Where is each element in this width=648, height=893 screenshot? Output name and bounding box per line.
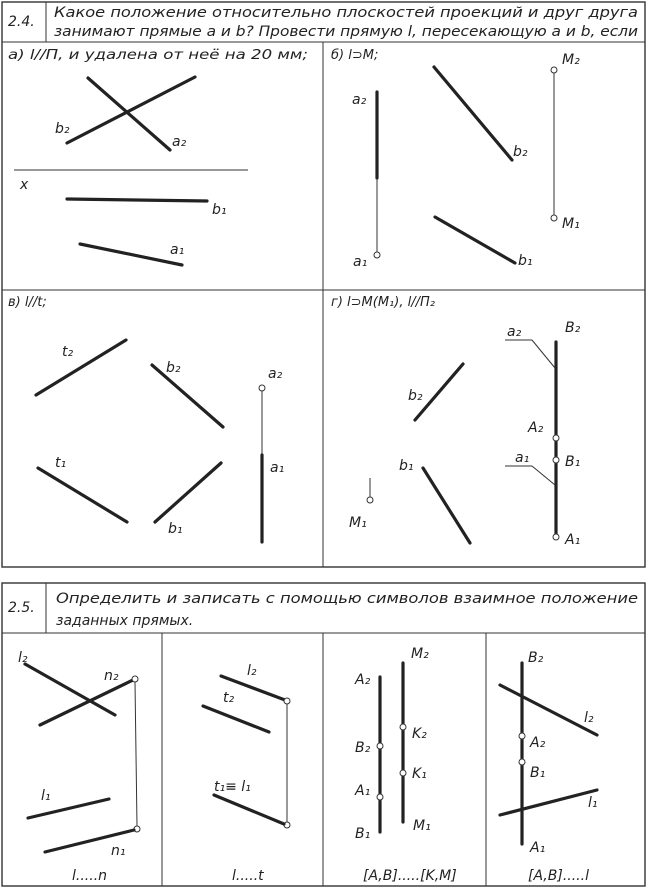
label-l1: l₁ xyxy=(588,795,598,811)
line-l1 xyxy=(500,790,597,815)
panel-b-caption: б) l⊃M; xyxy=(331,48,379,63)
label-b2: b₂ xyxy=(408,388,423,404)
point-K1 xyxy=(400,770,406,776)
label-A2: A₂ xyxy=(528,420,544,436)
label-B1: B₁ xyxy=(355,826,371,842)
line-t2 xyxy=(36,340,126,395)
label-M1: M₁ xyxy=(349,515,367,531)
line-a2 xyxy=(88,78,170,150)
label-l1: l₁ xyxy=(41,788,51,804)
label-a2: a₂ xyxy=(507,324,522,340)
label-A1: A₁ xyxy=(355,783,371,799)
point-A2 xyxy=(519,733,525,739)
label-M2: M₂ xyxy=(562,52,580,68)
leader-a2 xyxy=(532,340,555,368)
task-2-5-text-line2: заданных прямых. xyxy=(56,613,194,629)
task-2-4 xyxy=(2,2,645,567)
label-A2: A₂ xyxy=(530,735,546,751)
line-l2 xyxy=(25,664,115,715)
point-M1 xyxy=(551,215,557,221)
label-M2: M₂ xyxy=(411,646,429,662)
point-B1 xyxy=(553,457,559,463)
point-M2 xyxy=(551,67,557,73)
label-a2: a₂ xyxy=(172,134,187,150)
panel-a-caption: а) l//П, и удалена от неё на 20 мм; xyxy=(8,48,308,63)
label-a1: a₁ xyxy=(270,460,285,476)
answer-3: [A,B].....[K,M] xyxy=(363,868,457,884)
label-b2: b₂ xyxy=(55,121,70,137)
panel-g-caption: г) l⊃M(M₁), l//П₂ xyxy=(331,295,435,310)
line-n2 xyxy=(40,680,133,725)
line-b1 xyxy=(155,463,221,522)
task-2-4-text-line1: Какое положение относительно плоскостей проекций и друг друга xyxy=(54,5,638,21)
label-A1: A₁ xyxy=(565,532,581,548)
label-A2: A₂ xyxy=(355,672,371,688)
label-a2: a₂ xyxy=(352,92,367,108)
answer-2: l.....t xyxy=(232,868,264,884)
line-t2 xyxy=(203,706,269,732)
label-B2: B₂ xyxy=(528,650,544,666)
panel-25-4 xyxy=(500,650,598,884)
label-b2: b₂ xyxy=(513,144,528,160)
label-l2: l₂ xyxy=(247,663,257,679)
label-b2: b₂ xyxy=(166,360,181,376)
label-a1: a₁ xyxy=(170,242,185,258)
panel-v xyxy=(8,295,284,542)
line-t1 xyxy=(38,468,127,522)
panel-v-caption: в) l//t; xyxy=(8,295,47,310)
label-n1: n₁ xyxy=(111,843,126,859)
label-b1: b₁ xyxy=(399,458,414,474)
panel-a xyxy=(8,48,308,265)
label-t2: t₂ xyxy=(62,344,74,360)
label-a1: a₁ xyxy=(353,254,368,270)
point-M1 xyxy=(367,497,373,503)
leader-a1 xyxy=(532,466,555,485)
panel-g xyxy=(331,295,581,548)
point-K2 xyxy=(400,724,406,730)
label-a2: a₂ xyxy=(268,366,283,382)
label-M1: M₁ xyxy=(562,216,580,232)
line-l2 xyxy=(500,685,597,735)
point-a1 xyxy=(374,252,380,258)
line-b2 xyxy=(434,67,512,160)
line-b1 xyxy=(435,217,515,263)
point-A1 xyxy=(553,534,559,540)
task-2-4-text-line2: занимают прямые a и b? Провести прямую l, пересекающую a и b, если xyxy=(54,24,638,40)
point-n2 xyxy=(132,676,138,682)
point-l2 xyxy=(284,698,290,704)
task-2-5-number: 2.5. xyxy=(8,600,35,616)
line-a1 xyxy=(80,242,185,265)
label-t1: t₁ xyxy=(55,455,67,471)
line-b1 xyxy=(423,468,470,543)
label-b1: b₁ xyxy=(212,202,227,218)
line-b1 xyxy=(67,199,207,201)
point-A1 xyxy=(377,794,383,800)
task-2-4-number: 2.4. xyxy=(8,14,35,30)
label-l2: l₂ xyxy=(584,710,594,726)
label-l2: l₂ xyxy=(18,650,28,666)
task-2-5 xyxy=(2,583,645,886)
label-b1: b₁ xyxy=(168,521,183,537)
panel-b xyxy=(331,48,580,270)
task-2-5-text-line1: Определить и записать с помощью символов взаимное положение xyxy=(56,591,638,607)
label-n2: n₂ xyxy=(104,668,119,684)
label-B1: B₁ xyxy=(530,765,546,781)
label-a1: a₁ xyxy=(515,450,530,466)
point-B1 xyxy=(519,759,525,765)
label-b1: b₁ xyxy=(518,253,533,269)
label-M1: M₁ xyxy=(413,818,431,834)
label-B2: B₂ xyxy=(565,320,581,336)
point-A2 xyxy=(553,435,559,441)
label-A1: A₁ xyxy=(530,840,546,856)
panel-25-1 xyxy=(18,650,140,884)
label-K1: K₁ xyxy=(412,766,427,782)
label-t1-l1: t₁≡ l₁ xyxy=(214,779,251,795)
answer-4: [A,B].....l xyxy=(528,868,589,884)
label-B2: B₂ xyxy=(355,740,371,756)
projection-link-n xyxy=(135,682,137,826)
answer-1: l.....n xyxy=(72,868,108,884)
label-K2: K₂ xyxy=(412,726,427,742)
panel-25-3 xyxy=(354,646,457,884)
point-a2 xyxy=(259,385,265,391)
label-t2: t₂ xyxy=(223,690,235,706)
point-B2 xyxy=(377,743,383,749)
line-b2 xyxy=(152,365,223,427)
line-t1-l1 xyxy=(214,795,284,824)
label-B1: B₁ xyxy=(565,454,581,470)
label-x: x xyxy=(20,177,29,193)
panel-25-2 xyxy=(203,663,290,884)
